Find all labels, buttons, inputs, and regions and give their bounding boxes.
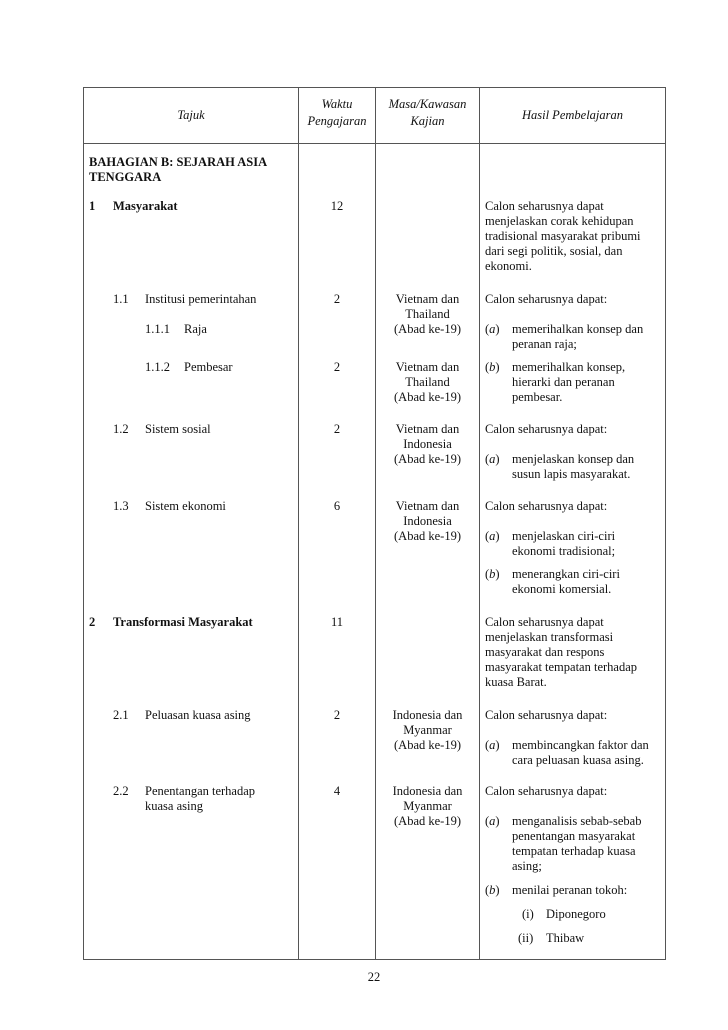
subtopic-1-3-region-line1: Vietnam dan bbox=[395, 499, 460, 513]
subtopic-1-3-hours: 6 bbox=[333, 499, 341, 513]
table-border-header-bottom bbox=[83, 143, 665, 144]
subtopic-2-1-region-line1: Indonesia dan bbox=[392, 708, 463, 722]
topic-1-number: 1 bbox=[89, 199, 96, 213]
subtopic-1-1-2-item-b-line3: pembesar. bbox=[512, 390, 563, 404]
subtopic-2-2-item-b-marker: (b) bbox=[485, 883, 500, 897]
table-border-bottom bbox=[83, 959, 665, 960]
subtopic-2-2-item-a-line3: tempatan terhadap kuasa bbox=[512, 844, 636, 858]
section-heading-line2: TENGGARA bbox=[89, 170, 162, 184]
subtopic-2-2-region-line2: Myanmar bbox=[403, 799, 452, 813]
table-border-top bbox=[83, 87, 665, 88]
topic-1-outcome-line3: tradisional masyarakat pribumi bbox=[485, 229, 641, 243]
subtopic-1-1-2-item-b-marker: (b) bbox=[485, 360, 500, 374]
subtopic-1-2-hours: 2 bbox=[333, 422, 341, 436]
topic-1-title: Masyarakat bbox=[113, 199, 178, 213]
subtopic-1-2-region-line3: (Abad ke-19) bbox=[394, 452, 461, 466]
subtopic-2-2-hours: 4 bbox=[333, 784, 341, 798]
subtopic-1-2-item-a-line2: susun lapis masyarakat. bbox=[512, 467, 631, 481]
subtopic-1-3-item-a-marker: (a) bbox=[485, 529, 500, 543]
subtopic-1-3-item-b-line2: ekonomi komersial. bbox=[512, 582, 612, 596]
subtopic-2-1-item-a-line1: membincangkan faktor dan bbox=[512, 738, 649, 752]
item-label: b bbox=[489, 567, 496, 581]
subtopic-1-1-number: 1.1 bbox=[113, 292, 129, 306]
item-label: a bbox=[489, 322, 496, 336]
subtopic-2-2-title-line2: kuasa asing bbox=[145, 799, 203, 813]
subtopic-2-2-item-b-line1: menilai peranan tokoh: bbox=[512, 883, 628, 897]
subtopic-1-1-1-number: 1.1.1 bbox=[145, 322, 170, 336]
topic-1-outcome-line2: menjelaskan corak kehidupan bbox=[485, 214, 634, 228]
subtopic-1-1-region-line1: Vietnam dan bbox=[395, 292, 460, 306]
subtopic-2-1-item-a-line2: cara peluasan kuasa asing. bbox=[512, 753, 644, 767]
subtopic-2-1-item-a-marker: (a) bbox=[485, 738, 500, 752]
subtopic-2-2-calon: Calon seharusnya dapat: bbox=[485, 784, 608, 798]
header-masa-line2: Kajian bbox=[410, 114, 445, 128]
subtopic-2-2-item-a-line2: penentangan masyarakat bbox=[512, 829, 636, 843]
topic-2-outcome-line5: kuasa Barat. bbox=[485, 675, 547, 689]
subtopic-2-1-region-line2: Myanmar bbox=[403, 723, 452, 737]
subtopic-1-1-item-a-marker: (a) bbox=[485, 322, 500, 336]
topic-2-outcome-line2: menjelaskan transformasi bbox=[485, 630, 614, 644]
subtopic-1-3-title: Sistem ekonomi bbox=[145, 499, 226, 513]
subtopic-2-2-title-line1: Penentangan terhadap bbox=[145, 784, 256, 798]
subtopic-1-3-calon: Calon seharusnya dapat: bbox=[485, 499, 608, 513]
page-number: 22 bbox=[367, 970, 381, 984]
subtopic-2-1-calon: Calon seharusnya dapat: bbox=[485, 708, 608, 722]
subtopic-1-1-region-line2: Thailand bbox=[405, 307, 450, 321]
topic-2-number: 2 bbox=[89, 615, 96, 629]
subtopic-1-1-2-region-line2: Thailand bbox=[405, 375, 450, 389]
subtopic-1-1-2-number: 1.1.2 bbox=[145, 360, 170, 374]
subtopic-1-1-2-region-line1: Vietnam dan bbox=[395, 360, 460, 374]
topic-1-outcome-line5: ekonomi. bbox=[485, 259, 532, 273]
table-border-right bbox=[665, 87, 666, 960]
item-label: a bbox=[489, 452, 496, 466]
table-border-left bbox=[83, 87, 84, 960]
item-label: a bbox=[489, 814, 496, 828]
section-heading-line1: BAHAGIAN B: SEJARAH ASIA bbox=[89, 155, 268, 169]
topic-2-outcome-line3: masyarakat dan respons bbox=[485, 645, 605, 659]
subtopic-2-2-region-line1: Indonesia dan bbox=[392, 784, 463, 798]
subtopic-1-2-title: Sistem sosial bbox=[145, 422, 211, 436]
topic-2-outcome-line4: masyarakat tempatan terhadap bbox=[485, 660, 638, 674]
subtopic-1-1-item-a-line1: memerihalkan konsep dan bbox=[512, 322, 644, 336]
subtopic-2-2-item-a-line1: menganalisis sebab-sebab bbox=[512, 814, 642, 828]
subtopic-1-1-item-a-line2: peranan raja; bbox=[512, 337, 577, 351]
subtopic-1-2-region-line2: Indonesia bbox=[403, 437, 452, 451]
subtopic-1-3-item-a-line2: ekonomi tradisional; bbox=[512, 544, 616, 558]
subtopic-1-1-hours: 2 bbox=[333, 292, 341, 306]
item-label: b bbox=[489, 360, 496, 374]
subtopic-1-2-calon: Calon seharusnya dapat: bbox=[485, 422, 608, 436]
column-divider-1 bbox=[298, 87, 299, 960]
subtopic-1-1-2-hours: 2 bbox=[333, 360, 341, 374]
tokoh-1-number: (i) bbox=[522, 907, 534, 921]
header-masa-line1: Masa/Kawasan bbox=[388, 97, 467, 111]
subtopic-1-2-region-line1: Vietnam dan bbox=[395, 422, 460, 436]
subtopic-2-2-item-a-line4: asing; bbox=[512, 859, 542, 873]
subtopic-1-3-region-line2: Indonesia bbox=[403, 514, 452, 528]
subtopic-1-1-calon: Calon seharusnya dapat: bbox=[485, 292, 608, 306]
topic-1-hours: 12 bbox=[330, 199, 344, 213]
subtopic-1-1-region-line3: (Abad ke-19) bbox=[394, 322, 461, 336]
column-divider-3 bbox=[479, 87, 480, 960]
header-hasil: Hasil Pembelajaran bbox=[521, 108, 624, 122]
subtopic-2-1-region-line3: (Abad ke-19) bbox=[394, 738, 461, 752]
topic-2-outcome-line1: Calon seharusnya dapat bbox=[485, 615, 604, 629]
tokoh-2-name: Thibaw bbox=[546, 931, 585, 945]
subtopic-1-3-region-line3: (Abad ke-19) bbox=[394, 529, 461, 543]
subtopic-2-2-number: 2.2 bbox=[113, 784, 129, 798]
subtopic-1-1-2-item-b-line1: memerihalkan konsep, bbox=[512, 360, 626, 374]
topic-1-outcome-line4: dari segi politik, sosial, dan bbox=[485, 244, 623, 258]
tokoh-1-name: Diponegoro bbox=[546, 907, 606, 921]
item-label: b bbox=[489, 883, 496, 897]
subtopic-1-2-item-a-marker: (a) bbox=[485, 452, 500, 466]
subtopic-1-1-1-title: Raja bbox=[184, 322, 207, 336]
subtopic-2-1-hours: 2 bbox=[333, 708, 341, 722]
subtopic-2-2-item-a-marker: (a) bbox=[485, 814, 500, 828]
subtopic-1-1-title: Institusi pemerintahan bbox=[145, 292, 257, 306]
subtopic-2-2-region-line3: (Abad ke-19) bbox=[394, 814, 461, 828]
subtopic-1-1-2-region-line3: (Abad ke-19) bbox=[394, 390, 461, 404]
subtopic-1-3-item-a-line1: menjelaskan ciri-ciri bbox=[512, 529, 616, 543]
subtopic-2-1-number: 2.1 bbox=[113, 708, 129, 722]
subtopic-1-1-2-title: Pembesar bbox=[184, 360, 233, 374]
topic-2-hours: 11 bbox=[330, 615, 344, 629]
topic-2-title: Transformasi Masyarakat bbox=[113, 615, 253, 629]
header-tajuk: Tajuk bbox=[177, 108, 205, 122]
subtopic-1-3-number: 1.3 bbox=[113, 499, 129, 513]
tokoh-2-number: (ii) bbox=[518, 931, 534, 945]
topic-1-outcome-line1: Calon seharusnya dapat bbox=[485, 199, 604, 213]
subtopic-2-1-title: Peluasan kuasa asing bbox=[145, 708, 251, 722]
item-label: a bbox=[489, 529, 496, 543]
subtopic-1-2-item-a-line1: menjelaskan konsep dan bbox=[512, 452, 635, 466]
header-waktu-line1: Waktu bbox=[321, 97, 353, 111]
subtopic-1-1-2-item-b-line2: hierarki dan peranan bbox=[512, 375, 615, 389]
subtopic-1-3-item-b-marker: (b) bbox=[485, 567, 500, 581]
subtopic-1-3-item-b-line1: menerangkan ciri-ciri bbox=[512, 567, 620, 581]
item-label: a bbox=[489, 738, 496, 752]
header-waktu-line2: Pengajaran bbox=[307, 114, 367, 128]
subtopic-1-2-number: 1.2 bbox=[113, 422, 129, 436]
